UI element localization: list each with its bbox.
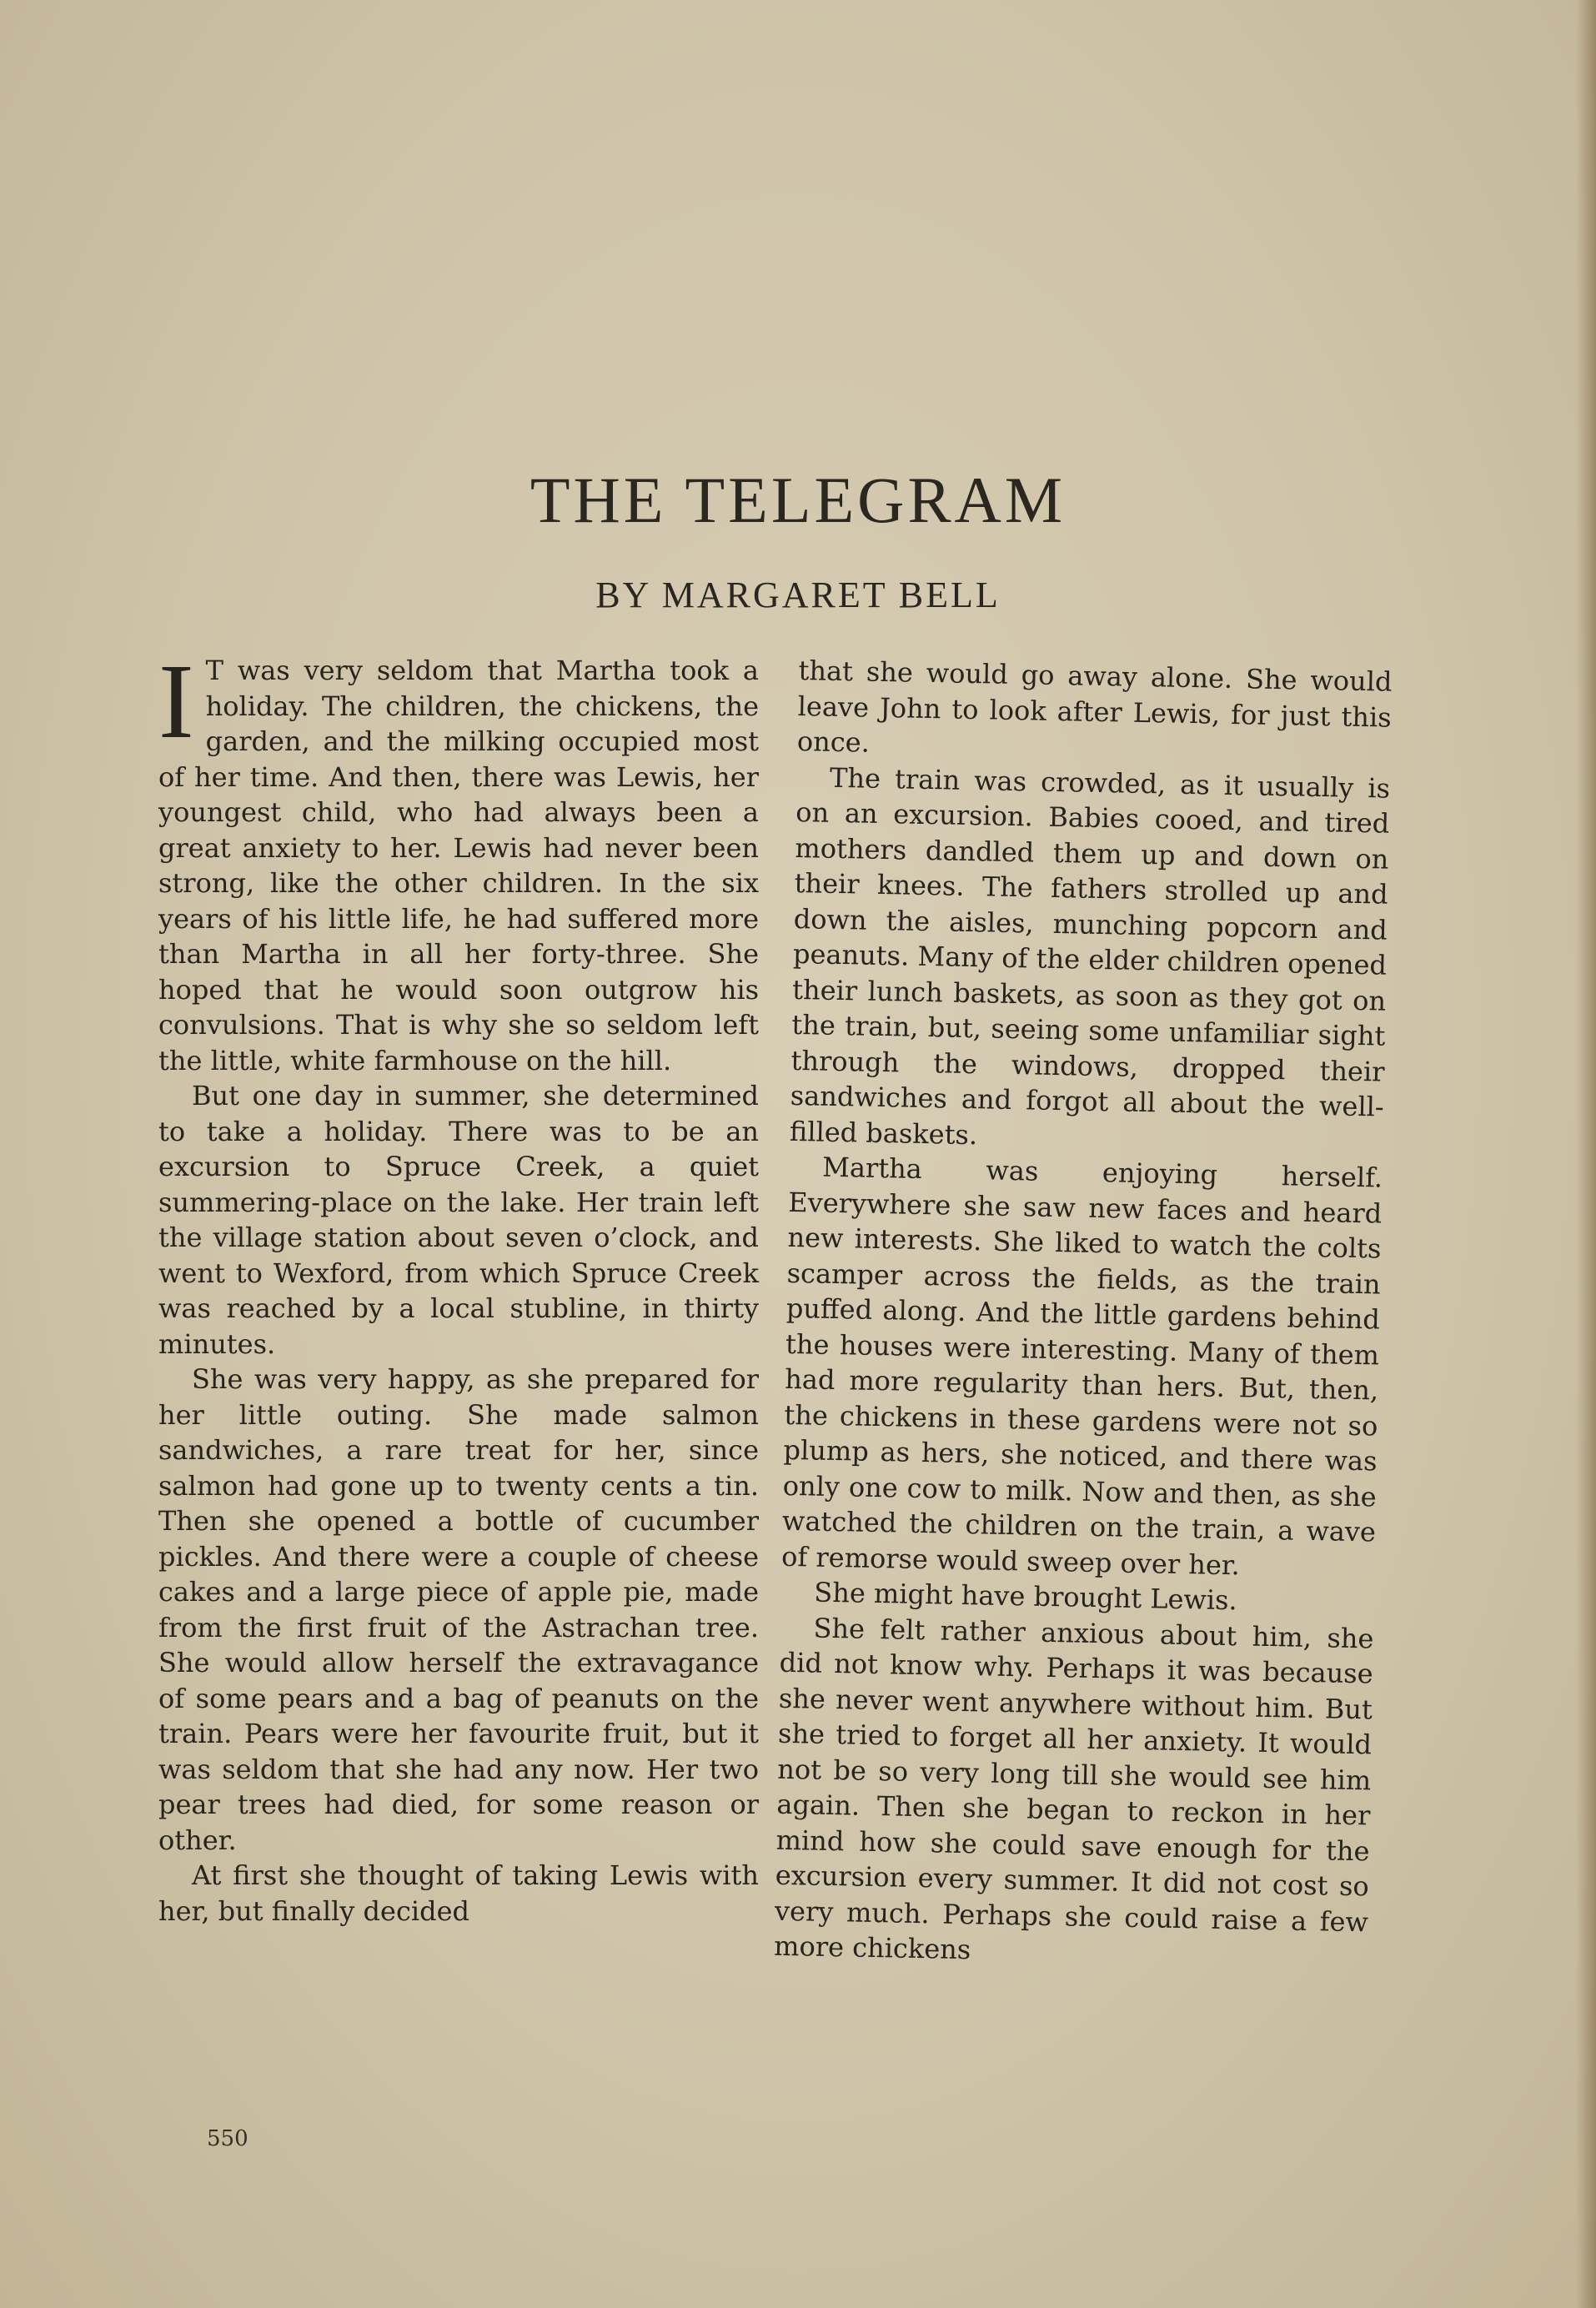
drop-cap: I <box>158 642 194 760</box>
page-number: 550 <box>207 2126 248 2151</box>
paragraph: But one day in summer, she determined to take a holiday. There was to be an excursion to Spruce Creek, a quiet summering-place on the lake. Her train left the village station about seven o’clock, and went to Wexford, from which Spruce Creek was reached by a local stubline, in thirty minutes. <box>158 1080 759 1360</box>
article-byline: BY MARGARET BELL <box>595 574 1001 615</box>
page-edge-shadow <box>1576 0 1596 2308</box>
paragraph: She felt rather anxious about him, she did not know why. Perhaps it was because she never went anywhere without him. But she tried to forget all her anxiety. It would not be so very long till she would see him again. Then she began to reckon in her mind how she could save enough for the excursion every summer. It did not cost so very much. Perhaps she could raise a few more chickens <box>773 1612 1374 1966</box>
paragraph <box>158 642 759 1078</box>
right-column <box>774 653 1393 1975</box>
paragraph-text: T was very seldom that Martha took a holiday. The children, the chickens, the garden, and the milking occupied most of her time. And then, there was Lewis, her youngest child, who had always been a great anxiety to her. Lewis had never been strong, like the other children. In the six years of his little life, he had suffered more than Martha in all her forty-three. She hoped that he would soon outgrow his convulsions. That is why she so seldom left the little, white farmhouse on the hill. <box>158 655 759 1076</box>
paragraph: She was very happy, as she prepared for her little outing. She made salmon sandwiches, a rare treat for her, since salmon had gone up to twenty cents a tin. Then she opened a bottle of cucumber pickles. And there were a couple of cheese cakes and a large piece of apple pie, made from the first fruit of the Astrachan tree. She would allow herself the extravagance of some pears and a bag of peanuts on the train. Pears were her favourite fruit, but it was seldom that she had any now. Her two pear trees had died, for some reason or other. <box>158 1363 759 1856</box>
paragraph: that she would go away alone. She would leave John to look after Lewis, for just this once. <box>796 654 1393 759</box>
paragraph: She might have brought Lewis. <box>814 1576 1238 1617</box>
paragraph: At first she thought of taking Lewis with her, but finally decided <box>158 1859 759 1927</box>
left-column <box>158 642 759 1929</box>
paragraph: The train was crowded, as it usually is on an excursion. Babies cooed, and tired mothers dandled them up and down on their knees. The fathers strolled up and down the aisles, munching popcorn and peanuts. Many of the elder children opened their lunch baskets, as soon as they got on the train, but, seeing some unfamiliar sight through the windows, dropped their sandwiches and forgot all about the well-filled baskets. <box>789 761 1391 1151</box>
paragraph: Martha was enjoying herself. Everywhere she saw new faces and heard new interests. She liked to watch the colts scamper across the fields, as the train puffed along. And the little gardens behind the houses were interesting. Many of them had more regularity than hers. But, then, the chickens in these gardens were not so plump as hers, she noticed, and there was only one cow to milk. Now and then, as she watched the children on the train, a wave of remorse would sweep over her. <box>780 1151 1383 1581</box>
article-title: THE TELEGRAM <box>529 464 1067 536</box>
